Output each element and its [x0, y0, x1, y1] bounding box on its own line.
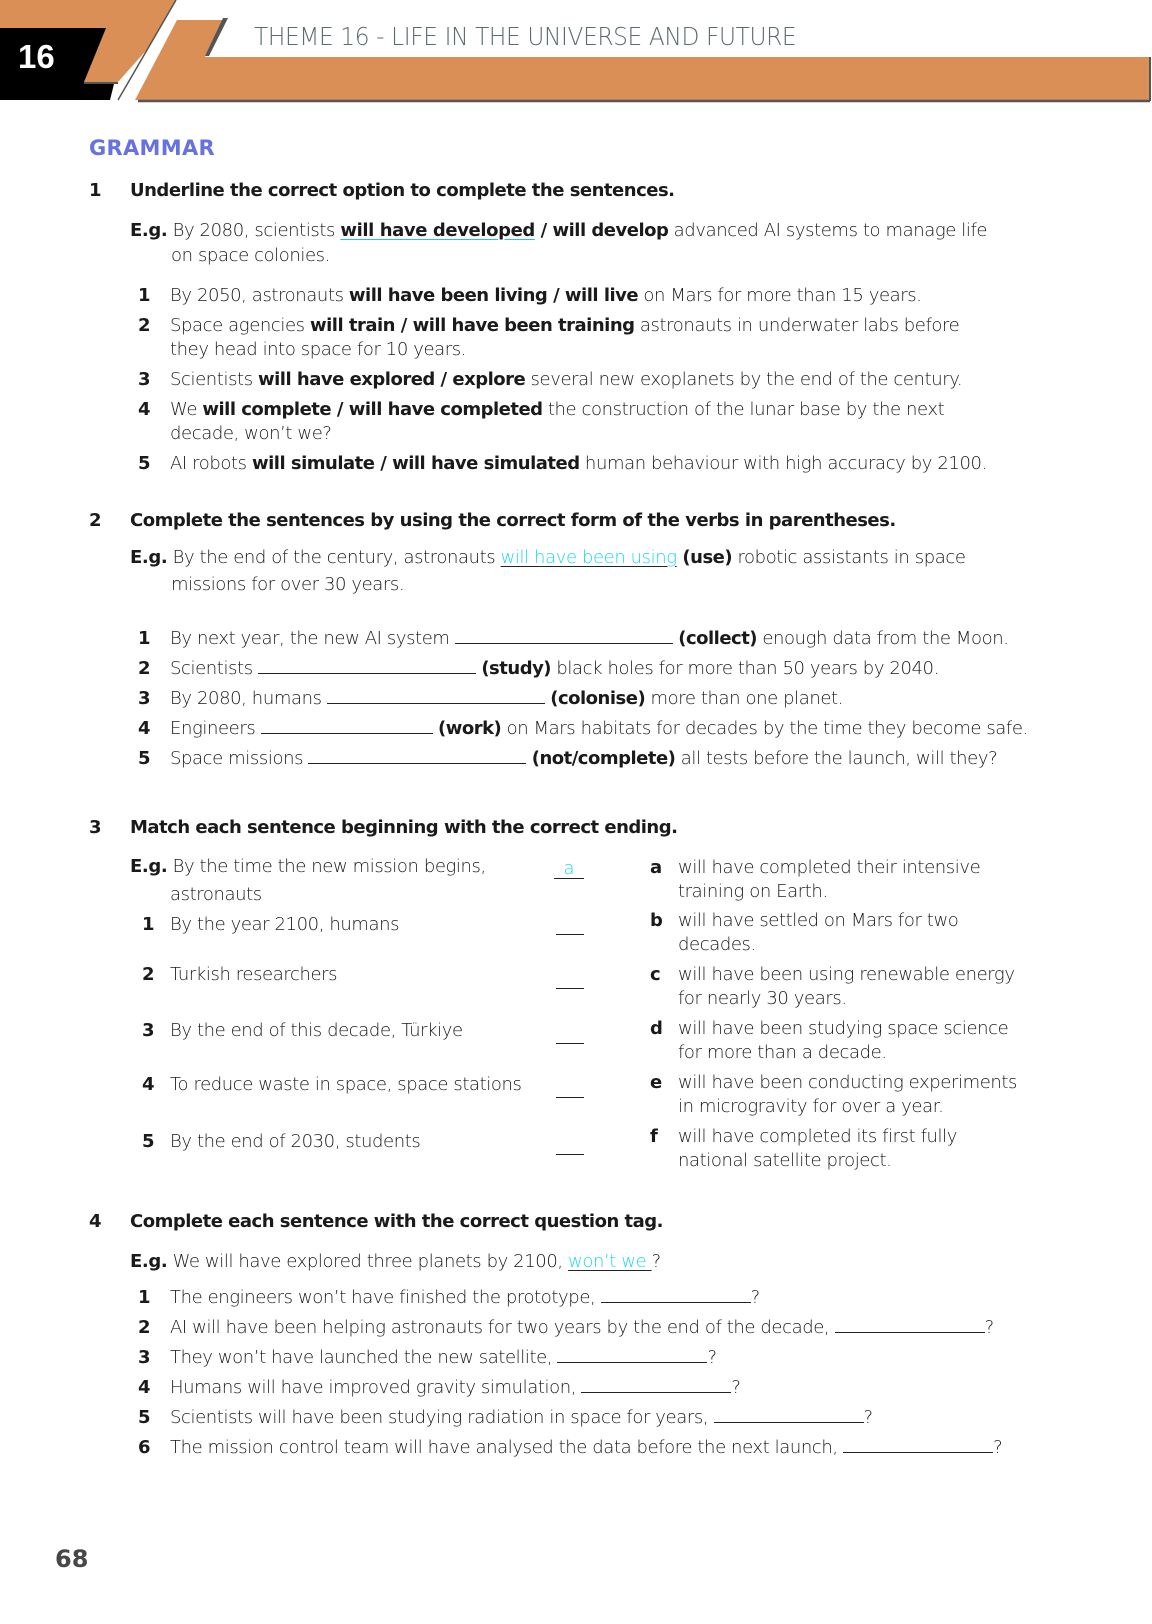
- match-beginning-2: 2 Turkish researchers: [142, 964, 338, 985]
- exercise-2-item-2: 2 Scientists (study) black holes for more than 50 years by 2040.: [138, 658, 939, 679]
- exercise-1-item-2[interactable]: 2 Space agencies will train / will have been training astronauts in underwater labs before: [138, 315, 960, 336]
- exercise-4-item-2: 2 AI will have been helping astronauts for two years by the end of the decade, ?: [138, 1317, 994, 1338]
- match-blank-2[interactable]: [556, 988, 584, 989]
- match-ending-e: e will have been conducting experiments: [650, 1072, 1018, 1093]
- match-ending-f: f will have completed its first fully: [650, 1126, 958, 1147]
- option-pair[interactable]: will have been living / will live: [348, 285, 639, 306]
- example-answer: will have been using: [500, 547, 677, 568]
- match-ending-b: b will have settled on Mars for two: [650, 910, 959, 931]
- tag-blank[interactable]: [581, 1379, 731, 1393]
- exercise-1-example: E.g. By 2080, scientists will have developed / will develop advanced AI systems to manage life: [130, 220, 988, 241]
- exercise-4-item-5: 5 Scientists will have been studying radiation in space for years, ?: [138, 1407, 873, 1428]
- match-ending-c-line2: for nearly 30 years.: [678, 988, 847, 1009]
- exercise-2-instruction: 2 Complete the sentences by using the correct form of the verbs in parentheses.: [89, 510, 896, 531]
- exercise-1-item-4[interactable]: 4 We will complete / will have completed the construction of the lunar base by the next: [138, 399, 945, 420]
- header-graphic: [0, 0, 1152, 106]
- exercise-2-item-1: 1 By next year, the new AI system (collect) enough data from the Moon.: [138, 628, 1009, 649]
- option-pair[interactable]: will have explored / explore: [258, 369, 526, 390]
- answer-blank[interactable]: [258, 660, 476, 674]
- exercise-2-item-3: 3 By 2080, humans (colonise) more than one planet.: [138, 688, 844, 709]
- exercise-4-instruction: 4 Complete each sentence with the correct question tag.: [89, 1211, 664, 1232]
- exercise-4-item-4: 4 Humans will have improved gravity simulation, ?: [138, 1377, 741, 1398]
- match-ending-c: c will have been using renewable energy: [650, 964, 1015, 985]
- exercise-3-instruction: 3 Match each sentence beginning with the correct ending.: [89, 817, 678, 838]
- tag-blank[interactable]: [601, 1289, 751, 1303]
- match-beginning-5: 5 By the end of 2030, students: [142, 1131, 421, 1152]
- match-blank-3[interactable]: [556, 1043, 584, 1044]
- match-ending-a-line2: training on Earth.: [678, 881, 828, 902]
- exercise-2-example-line2: missions for over 30 years.: [171, 574, 405, 595]
- match-ending-d: d will have been studying space science: [650, 1018, 1009, 1039]
- exercise-1-item-3[interactable]: 3 Scientists will have explored / explore several new exoplanets by the end of the century.: [138, 369, 963, 390]
- option-pair[interactable]: will train / will have been training: [309, 315, 635, 336]
- option-pair[interactable]: will simulate / will have simulated: [251, 453, 580, 474]
- section-title: GRAMMAR: [89, 136, 215, 160]
- exercise-1-item-1[interactable]: 1 By 2050, astronauts will have been living / will live on Mars for more than 15 years.: [138, 285, 922, 306]
- answer-blank[interactable]: [308, 750, 526, 764]
- theme-title: THEME 16 - LIFE IN THE UNIVERSE AND FUTURE: [254, 22, 797, 51]
- match-beginning-1: 1 By the year 2100, humans: [142, 914, 400, 935]
- match-blank-1[interactable]: [556, 934, 584, 935]
- exercise-2-item-5: 5 Space missions (not/complete) all tests before the launch, will they?: [138, 748, 998, 769]
- exercise-1-item-2-line2: they head into space for 10 years.: [170, 339, 467, 360]
- exercise-3-example-line2: astronauts: [170, 884, 262, 905]
- answer-blank[interactable]: [261, 720, 433, 734]
- tag-blank[interactable]: [557, 1349, 707, 1363]
- theme-header-banner: [0, 0, 1152, 106]
- example-answer: a: [554, 860, 584, 879]
- tag-blank[interactable]: [714, 1409, 864, 1423]
- exercise-2-example: E.g. By the end of the century, astronauts will have been using (use) robotic assistants in space: [130, 547, 966, 568]
- match-blank-5[interactable]: [556, 1154, 584, 1155]
- match-beginning-4: 4 To reduce waste in space, space stations: [142, 1074, 522, 1095]
- option-pair[interactable]: will complete / will have completed: [202, 399, 543, 420]
- example-answer: will have developed: [340, 220, 535, 241]
- exercise-1-instruction: 1 Underline the correct option to complete the sentences.: [89, 180, 675, 201]
- match-ending-a: a will have completed their intensive: [650, 857, 981, 878]
- exercise-3-example: E.g. By the time the new mission begins,: [130, 856, 486, 877]
- exercise-4-item-6: 6 The mission control team will have analysed the data before the next launch, ?: [138, 1437, 1003, 1458]
- match-ending-d-line2: for more than a decade.: [678, 1042, 887, 1063]
- match-ending-e-line2: in microgravity for over a year.: [678, 1096, 944, 1117]
- exercise-1-item-4-line2: decade, won’t we?: [170, 423, 332, 444]
- match-ending-b-line2: decades.: [678, 934, 756, 955]
- tag-blank[interactable]: [843, 1439, 993, 1453]
- exercise-1-item-5[interactable]: 5 AI robots will simulate / will have simulated human behaviour with high accuracy by 2100.: [138, 453, 987, 474]
- example-answer: won’t we: [568, 1251, 652, 1272]
- match-ending-f-line2: national satellite project.: [678, 1150, 892, 1171]
- answer-blank[interactable]: [455, 630, 673, 644]
- exercise-4-item-3: 3 They won’t have launched the new satellite, ?: [138, 1347, 717, 1368]
- exercise-4-item-1: 1 The engineers won’t have finished the prototype, ?: [138, 1287, 760, 1308]
- match-beginning-3: 3 By the end of this decade, Türkiye: [142, 1020, 463, 1041]
- exercise-1-example-line2: on space colonies.: [171, 245, 330, 266]
- exercise-2-item-4: 4 Engineers (work) on Mars habitats for decades by the time they become safe.: [138, 718, 1028, 739]
- tag-blank[interactable]: [835, 1319, 985, 1333]
- page-number: 68: [55, 1545, 89, 1573]
- match-blank-4[interactable]: [556, 1097, 584, 1098]
- answer-blank[interactable]: [327, 690, 545, 704]
- unit-number: 16: [18, 38, 55, 75]
- exercise-4-example: E.g. We will have explored three planets by 2100, won’t we ?: [130, 1251, 661, 1272]
